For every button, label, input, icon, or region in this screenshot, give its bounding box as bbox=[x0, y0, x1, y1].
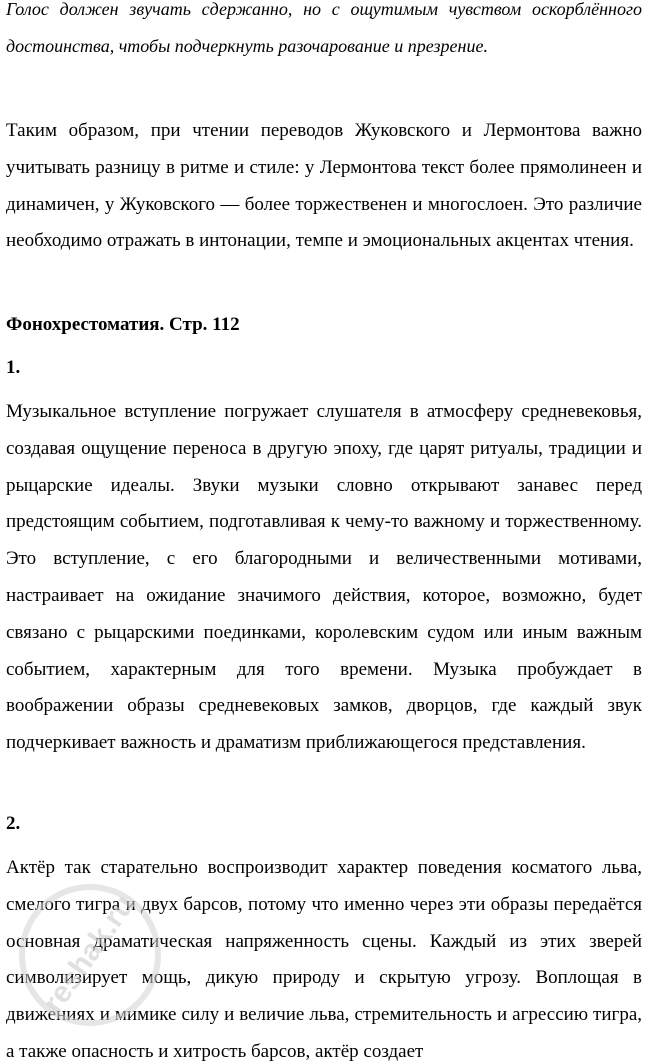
item-text-1: Музыкальное вступление погружает слушателя в атмосферу средневековья, создавая ощущение переноса в другую эпоху, где царят ритуалы, традиции и рыцарские идеалы. Звуки музыки словно открывают занавес перед предстоящим событием, подготавливая к чему-то важному и торжественному. Это вступление, с его благородными и величественными мотивами, настраивает на ожидание значимого действия, которое, возможно, будет связано с рыцарскими поединками, королевским судом или иным важным событием, характерным для того времени. Музыка пробуждает в воображении образы средневековых замков, дворцов, где каждый звук подчеркивает важность и драматизм приближающегося представления. bbox=[6, 401, 642, 754]
item-number-1: 1. bbox=[6, 357, 21, 378]
watermark-text: reshak.ru bbox=[36, 889, 142, 1019]
item-number-2: 2. bbox=[6, 813, 21, 834]
intro-paragraph: Голос должен звучать сдержанно, но с ощутимым чувством оскорблённого достоинства, чтобы подчеркнуть разочарование и презрение. bbox=[6, 0, 642, 56]
item-text-2: Актёр так старательно воспроизводит характер поведения косматого льва, смелого тигра и двух барсов, потому что именно через эти образы передаётся основная драматическая напряженность сцены. Каждый из этих зверей символизирует мощь, дикую природу и скрытую угрозу. Воплощая в движениях и мимике силу и величие льва, стремительность и агрессию тигра, а также опасность и хитрость барсов, актёр создает bbox=[6, 857, 642, 1062]
summary-paragraph: Таким образом, при чтении переводов Жуковского и Лермонтова важно учитывать разницу в ритме и стиле: у Лермонтова текст более прямолинеен и динамичен, у Жуковского — более торжественен и многослоен. Это различие необходимо отражать в интонации, темпе и эмоциональных акцентах чтения. bbox=[6, 120, 642, 252]
section-heading: Фонохрестоматия. Стр. 112 bbox=[6, 314, 240, 335]
